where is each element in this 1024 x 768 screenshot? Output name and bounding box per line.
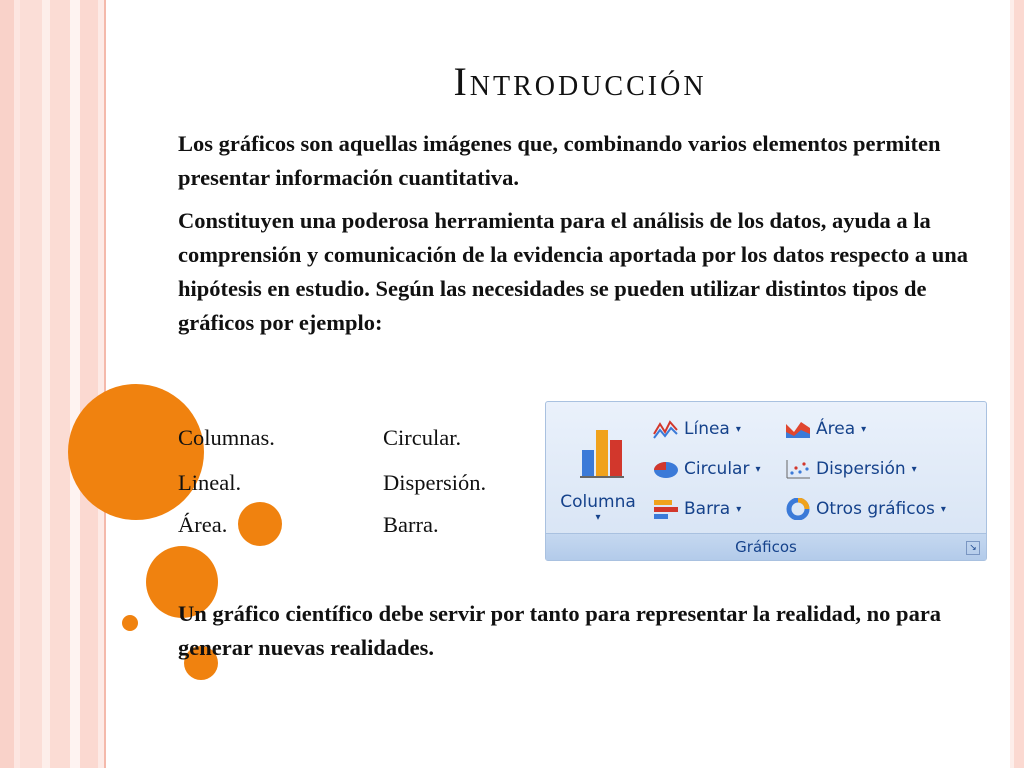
donut-chart-icon: [784, 498, 812, 520]
bar-chart-button[interactable]: [652, 498, 741, 520]
decor-stripe-right: [1010, 0, 1014, 768]
scatter-chart-button[interactable]: [784, 458, 917, 480]
chevron-down-icon: ▾: [940, 503, 946, 515]
other-charts-button[interactable]: [784, 498, 946, 520]
decor-stripe: [42, 0, 50, 768]
charts-ribbon-group: [545, 401, 987, 561]
chart-type: Columnas.: [178, 425, 275, 450]
ribbon-group-label: [546, 533, 986, 560]
pie-chart-button[interactable]: [652, 458, 761, 480]
decor-stripe: [50, 0, 70, 768]
slide-title: Introducción: [453, 59, 707, 104]
line-chart-label: Línea: [684, 419, 730, 439]
decor-stripe: [80, 0, 98, 768]
area-chart-label: Área: [816, 419, 856, 439]
chart-type: Área.: [178, 512, 228, 537]
chart-type: Lineal.: [178, 470, 242, 495]
decor-stripe: [70, 0, 80, 768]
area-chart-button[interactable]: [784, 418, 866, 440]
column-chart-button[interactable]: [554, 412, 642, 522]
charts-group-label: Gráficos: [735, 538, 797, 556]
paragraph-intro: Los gráficos son aquellas imágenes que, combinando varios elementos permiten presentar información cuantitativa.: [178, 131, 941, 190]
scatter-chart-label: Dispersión: [816, 459, 906, 479]
chevron-down-icon: ▾: [736, 503, 742, 515]
chevron-down-icon: ▾: [755, 463, 761, 475]
chevron-down-icon: ▾: [911, 463, 917, 475]
area-chart-icon: [784, 418, 812, 440]
line-chart-button[interactable]: [652, 418, 741, 440]
pie-chart-label: Circular: [684, 459, 750, 479]
paragraph-conclusion: Un gráfico científico debe servir por tanto para representar la realidad, no para generar nuevas realidades.: [178, 601, 942, 660]
chevron-down-icon: ▾: [595, 512, 601, 523]
decor-circle: [122, 615, 138, 631]
bar-chart-label: Barra: [684, 499, 731, 519]
decor-stripe-right: [1014, 0, 1024, 768]
decor-stripe: [0, 0, 14, 768]
column-chart-label: Columna: [560, 492, 636, 512]
other-charts-label: Otros gráficos: [816, 499, 935, 519]
decor-circle: [238, 502, 282, 546]
line-chart-icon: [652, 418, 680, 440]
scatter-chart-icon: [784, 458, 812, 480]
pie-chart-icon: [652, 458, 680, 480]
dialog-launcher-icon[interactable]: ↘: [966, 541, 980, 555]
paragraph-description: Constituyen una poderosa herramienta para el análisis de los datos, ayuda a la comprensión y comunicación de la evidencia aportada por los datos respecto a una hipótesis en estudio. Según las necesidades se pueden utilizar distintos tipos de gráficos por ejemplo:: [178, 208, 969, 335]
chart-type: Dispersión.: [383, 470, 487, 495]
bar-chart-icon: [652, 498, 680, 520]
column-chart-icon: [578, 424, 626, 480]
chevron-down-icon: ▾: [861, 423, 867, 435]
chevron-down-icon: ▾: [735, 423, 741, 435]
decor-stripe: [104, 0, 106, 768]
decor-stripe: [20, 0, 42, 768]
chart-type: Barra.: [383, 512, 439, 537]
chart-type: Circular.: [383, 425, 462, 450]
decor-circle: [68, 384, 204, 520]
